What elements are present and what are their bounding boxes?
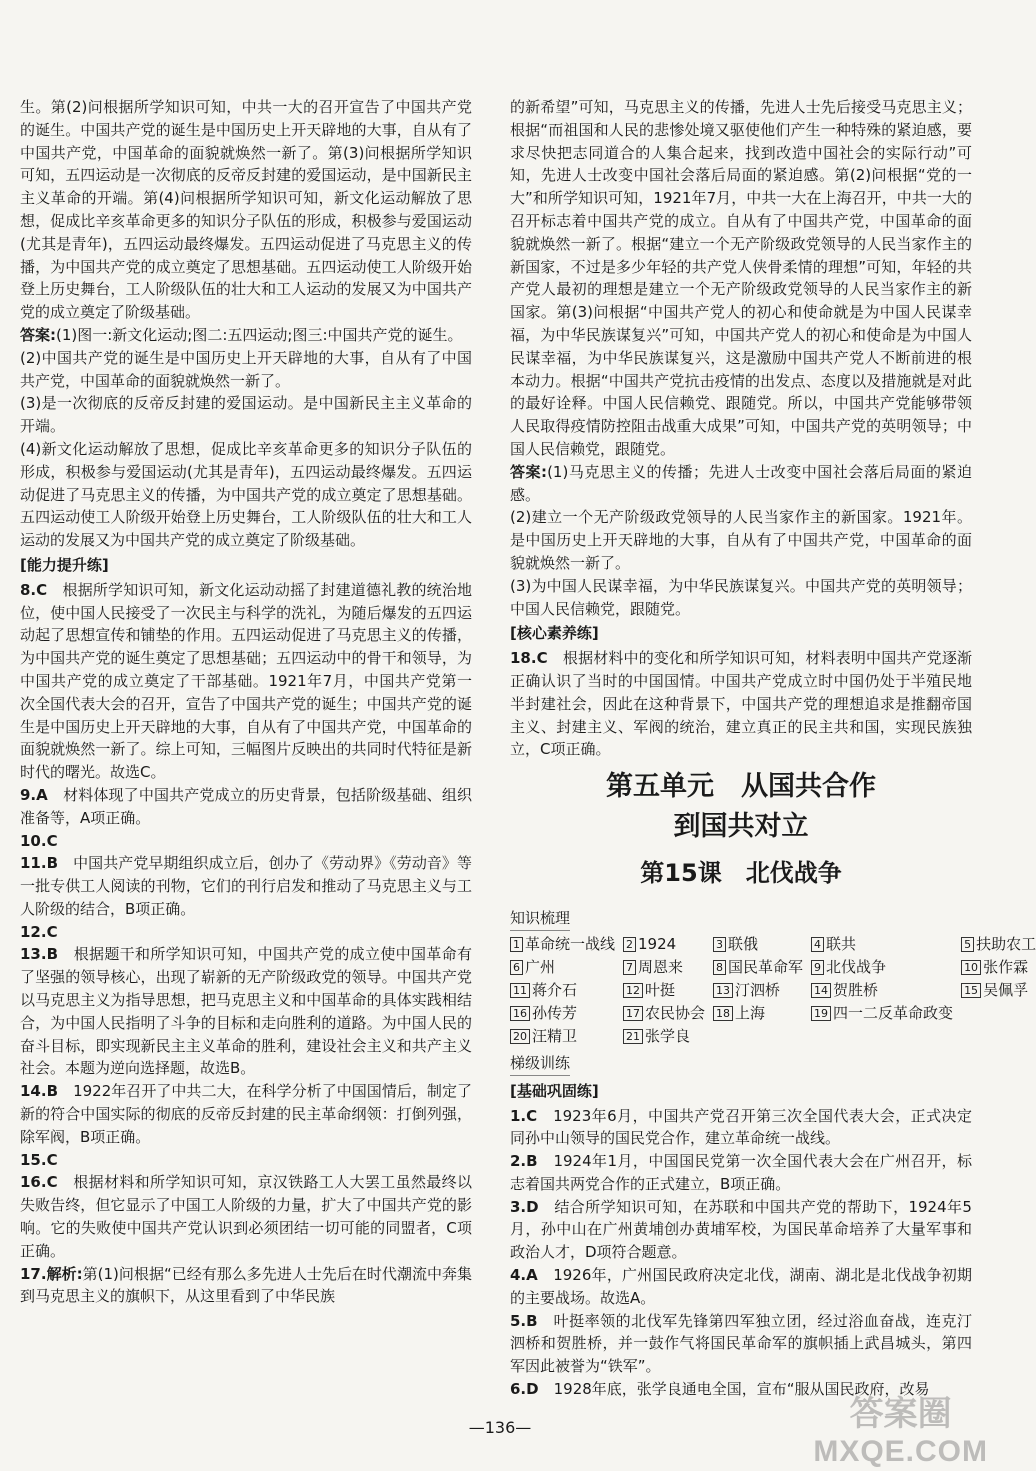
- knowledge-number: 3: [713, 937, 726, 952]
- answer-1: (1)图一:新文化运动;图二:五四运动;图三:中国共产党的诞生。: [56, 325, 463, 344]
- knowledge-item: [510, 933, 615, 956]
- question-number: 6.D: [510, 1380, 539, 1399]
- question-text: 根据材料中的变化和所学知识可知，材料表明中国共产党逐渐正确认识了当时的中国国情。中国共产党成立时中国仍处于半殖民地半封建社会，因此在这种背景下，中国共产党的理想追求是推翻帝国主义、封建主义、军阀的统治，建立真正的民主共和国，实现民族独立，C项正确。: [510, 649, 972, 759]
- question-number: 4.A: [510, 1266, 538, 1285]
- knowledge-item: [811, 1002, 953, 1025]
- answer-1: (1)马克思主义的传播；先进人士改变中国社会落后局面的紧迫感。: [510, 462, 972, 504]
- knowledge-number: 7: [623, 960, 636, 975]
- knowledge-item: [713, 979, 803, 1002]
- question-text: 叶挺率领的北伐军先锋第四军独立团，经过浴血奋战，连克汀泗桥和贺胜桥，并一鼓作气将国民革命军的旗帜插上武昌城头，第四军因此被誉为“铁军”。: [510, 1311, 972, 1376]
- knowledge-answer: 吴佩孚: [983, 980, 1029, 999]
- answer-explanation-paragraph: 生。第(2)问根据所学知识可知，中共一大的召开宣告了中国共产党的诞生。中国共产党的诞生是中国历史上开天辟地的大事，自从有了中国共产党，中国革命的面貌就焕然一新了。第(3)问根据所学知识可知，五四运动是一次彻底的反帝反封建的爱国运动，是中国新民主主义革命的开端。第(4)问根据所学知识可知，新文化运动解放了思想，促成比辛亥革命更多的知识分子队伍的形成，积极参与爱国运动(尤其是青年)，五四运动最终爆发。五四运动促进了马克思主义的传播，为中国共产党的成立奠定了思想基础。五四运动使工人阶级开始登上历史舞台，工人阶级队伍的壮大和工人运动的发展又为中国共产党的成立奠定了阶级基础。: [20, 98, 472, 322]
- knowledge-answer: 张作霖: [983, 957, 1029, 976]
- question-number: 11.B: [20, 854, 59, 873]
- knowledge-grid: [510, 933, 1036, 1048]
- knowledge-answer: 上海: [735, 1003, 766, 1022]
- knowledge-number: 16: [510, 1006, 530, 1021]
- knowledge-item: [961, 979, 1036, 1002]
- knowledge-item: [623, 1002, 705, 1025]
- question-10: [20, 830, 472, 853]
- question-text: 1924年1月，中国国民党第一次全国代表大会在广州召开，标志着国共两党合作的正式建立，B项正确。: [510, 1152, 972, 1193]
- question-9: [20, 784, 472, 830]
- knowledge-heading: 知识梳理: [510, 907, 570, 931]
- question-text: 根据所学知识可知，新文化运动动摇了封建道德礼教的统治地位，使中国人民接受了一次民主与科学的洗礼，为随后爆发的五四运动起了思想宣传和铺垫的作用。五四运动促进了马克思主义的传播，为中国共产党的诞生奠定了思想基础；五四运动中的骨干和领导，为中国共产党的成立奠定了干部基础。1921年7月，中国共产党第一次全国代表大会的召开，宣告了中国共产党的诞生；中国共产党的诞生是中国历史上开天辟地的大事，自从有了中国共产党，中国革命的面貌就焕然一新了。综上可知，三幅图片反映出的共同时代特征是新时代的曙光。故选C。: [20, 580, 472, 782]
- knowledge-number: 21: [623, 1029, 643, 1044]
- basic-question-4: [510, 1264, 972, 1310]
- question-number: 18.C: [510, 649, 548, 668]
- analysis-label: 解析:: [46, 1264, 83, 1283]
- knowledge-answer: 叶挺: [645, 980, 676, 999]
- knowledge-number: 1: [510, 937, 523, 952]
- page-number: —136—: [468, 1418, 532, 1437]
- knowledge-item: [713, 933, 803, 956]
- question-number: 14.B: [20, 1082, 59, 1101]
- knowledge-number: 17: [623, 1006, 643, 1021]
- question-text: 根据材料和所学知识可知，京汉铁路工人大罢工虽然最终以失败告终，但它显示了中国工人阶级的力量，扩大了中国共产党的影响。它的失败使中国共产党认识到必须团结一切可能的同盟者，C项正确。: [20, 1173, 472, 1260]
- knowledge-answer: 蒋介石: [532, 980, 578, 999]
- knowledge-answer: 张学良: [645, 1026, 691, 1045]
- question-16: [20, 1171, 472, 1262]
- answer-label: 答案:: [510, 462, 548, 481]
- knowledge-answer: 联俄: [728, 934, 759, 953]
- knowledge-answer: 四一二反革命政变: [833, 1003, 954, 1022]
- question-17: [20, 1263, 472, 1309]
- knowledge-item: [713, 1002, 803, 1025]
- answer-3: (3)为中国人民谋幸福，为中华民族谋复兴。中国共产党的英明领导；中国人民信赖党，跟随党。: [510, 576, 972, 618]
- question-12: [20, 921, 472, 944]
- knowledge-answer: 扶助农工: [976, 934, 1036, 953]
- question-18: [510, 647, 972, 761]
- answer-block: [20, 324, 472, 347]
- question-15: [20, 1149, 472, 1172]
- knowledge-item: [623, 979, 705, 1002]
- question-number: 12.C: [20, 922, 58, 941]
- analysis-continued: 的新希望”可知，马克思主义的传播，先进人士先后接受马克思主义；根据“而祖国和人民的悲惨处境又驱使他们产生一种特殊的紧迫感，要求尽快把志同道合的人集合起来，找到改造中国社会的实际行动”可知，先进人士改变中国社会落后局面的紧迫感。第(2)问根据“党的一大”和所学知识可知，1921年7月，中共一大在上海召开，中共一大的召开标志着中国共产党的成立。自从有了中国共产党，中国革命的面貌就焕然一新了。根据“建立一个无产阶级政党领导的人民当家作主的新国家，不过是多少年轻的共产党人侠骨柔情的理想”可知，年轻的共产党人最初的理想是建立一个无产阶级政党领导的人民当家作主的新国家。第(3)问根据“中国共产党人的初心和使命就是为中国人民谋幸福，为中华民族谋复兴”可知，中国共产党人的初心和使命是为中国人民谋幸福，为中华民族谋复兴，这是激励中国共产党人不断前进的根本动力。根据“中国共产党抗击疫情的出发点、态度以及措施就是对此的最好诠释。中国人民信赖党、跟随党。所以，中国共产党能够带领人民取得疫情防控阻击战重大成果”可知，中国共产党的英明领导；中国人民信赖党，跟随党。: [510, 98, 972, 458]
- knowledge-item: [510, 979, 615, 1002]
- knowledge-number: 12: [623, 983, 643, 998]
- question-number: 8.C: [20, 580, 48, 599]
- left-column: [20, 96, 472, 1308]
- knowledge-item: [713, 956, 803, 979]
- knowledge-number: 2: [623, 937, 636, 952]
- knowledge-number: 20: [510, 1029, 530, 1044]
- knowledge-answer: 广州: [525, 957, 556, 976]
- question-text: 结合所学知识可知，在苏联和中国共产党的帮助下，1924年5月，孙中山在广州黄埔创办黄埔军校，为国民革命培养了大量军事和政治人才，D项符合题意。: [510, 1197, 972, 1262]
- knowledge-item: [961, 956, 1036, 979]
- watermark-text: 答案圈: [849, 1395, 952, 1433]
- question-text: 1922年召开了中共二大，在科学分析了中国国情后，制定了新的符合中国实际的彻底的反帝反封建的民主革命纲领：打倒列强，除军阀，B项正确。: [20, 1082, 472, 1146]
- knowledge-item: [961, 1002, 1036, 1025]
- knowledge-answer: 贺胜桥: [833, 980, 879, 999]
- answer-4: (4)新文化运动解放了思想，促成比辛亥革命更多的知识分子队伍的形成，积极参与爱国运动(尤其是青年)，五四运动最终爆发。五四运动促进了马克思主义的传播，为中国共产党的成立奠定了思想基础。五四运动使工人阶级开始登上历史舞台，工人阶级队伍的壮大和工人运动的发展又为中国共产党的成立奠定了阶级基础。: [20, 439, 472, 550]
- knowledge-item: [510, 956, 615, 979]
- question-number: 17.: [20, 1264, 47, 1283]
- knowledge-item: [811, 979, 953, 1002]
- knowledge-answer: 汪精卫: [532, 1026, 578, 1045]
- question-number: 15.C: [20, 1150, 58, 1169]
- knowledge-answer: 革命统一战线: [525, 934, 616, 953]
- knowledge-number: 8: [713, 960, 726, 975]
- basic-question-3: [510, 1196, 972, 1264]
- question-text: 第(1)问根据“已经有那么多先进人士先后在时代潮流中奔集到马克思主义的旗帜下，从这里看到了中华民族: [20, 1264, 472, 1306]
- answer-2: (2)中国共产党的诞生是中国历史上开天辟地的大事，自从有了中国共产党，中国革命的面貌就焕然一新了。: [20, 348, 472, 390]
- knowledge-item: [510, 1025, 615, 1048]
- question-13: [20, 943, 472, 1080]
- question-text: 材料体现了中国共产党成立的历史背景，包括阶级基础、组织准备等，A项正确。: [20, 785, 472, 827]
- knowledge-answer: 北伐战争: [826, 957, 887, 976]
- knowledge-number: 5: [961, 937, 974, 952]
- knowledge-item: [510, 1002, 615, 1025]
- answer-block: [510, 461, 972, 507]
- knowledge-answer: 1924: [638, 934, 677, 953]
- watermark-logo: [813, 1395, 988, 1471]
- knowledge-number: 9: [811, 960, 824, 975]
- knowledge-number: 6: [510, 960, 523, 975]
- knowledge-item: [623, 956, 705, 979]
- unit-title-line-2: 到国共对立: [673, 811, 809, 843]
- basic-question-2: [510, 1150, 972, 1196]
- question-11: [20, 852, 472, 920]
- question-text: 中国共产党早期组织成立后，创办了《劳动界》《劳动音》等一批专供工人阅读的刊物，它们的刊行启发和推动了马克思主义与工人阶级的结合，B项正确。: [20, 854, 472, 918]
- right-column: [510, 96, 1036, 1401]
- question-number: 1.C: [510, 1106, 538, 1125]
- section-heading-ability: [能力提升练]: [20, 555, 109, 574]
- knowledge-number: 14: [811, 983, 831, 998]
- answer-label: 答案:: [20, 325, 56, 344]
- knowledge-item: [811, 956, 953, 979]
- knowledge-answer: 国民革命军: [728, 957, 804, 976]
- question-text: 根据题干和所学知识可知，中国共产党的成立使中国革命有了坚强的领导核心，出现了崭新的无产阶级政党的领导。中国共产党以马克思主义为指导思想，把马克思主义和中国革命的具体实践相结合，为中国人民指明了斗争的目标和走向胜利的道路。为中国人民的奋斗目标，即实现新民主主义革命的胜利，建设社会主义和共产主义社会。本题为逆向选择题，故选B。: [20, 945, 472, 1078]
- basic-question-5: [510, 1310, 972, 1378]
- knowledge-number: 10: [961, 960, 981, 975]
- basic-question-1: [510, 1105, 972, 1151]
- question-number: 2.B: [510, 1152, 538, 1171]
- lesson-title: 第15课 北伐战争: [640, 859, 842, 888]
- question-8: [20, 579, 472, 784]
- question-text: 1928年底，张学良通电全国，宣布“服从国民政府，改易: [553, 1380, 930, 1399]
- question-number: 16.C: [20, 1173, 58, 1192]
- watermark-url: MXQE.COM: [813, 1435, 988, 1468]
- knowledge-number: 4: [811, 937, 824, 952]
- unit-title-line-1: 第五单元 从国共合作: [606, 771, 876, 803]
- answer-3: (3)是一次彻底的反帝反封建的爱国运动。是中国新民主主义革命的开端。: [20, 394, 472, 436]
- knowledge-item: [811, 933, 953, 956]
- unit-title: [510, 767, 972, 847]
- question-number: 3.D: [510, 1197, 539, 1216]
- question-number: 9.A: [20, 785, 48, 804]
- question-text: 1923年6月，中国共产党召开第三次全国代表大会，正式决定同孙中山领导的国民党合作，建立革命统一战线。: [510, 1106, 972, 1148]
- knowledge-answer: 孙传芳: [532, 1003, 578, 1022]
- knowledge-item: [623, 933, 705, 956]
- question-14: [20, 1080, 472, 1148]
- question-text: 1926年，广州国民政府决定北伐，湖南、湖北是北伐战争初期的主要战场。故选A。: [510, 1266, 972, 1307]
- knowledge-number: 18: [713, 1006, 733, 1021]
- question-number: 5.B: [510, 1311, 538, 1330]
- knowledge-answer: 联共: [826, 934, 857, 953]
- section-heading-core: [核心素养练]: [510, 624, 599, 643]
- section-heading-basic: [基础巩固练]: [510, 1081, 599, 1100]
- question-number: 10.C: [20, 831, 58, 850]
- knowledge-item: [623, 1025, 705, 1048]
- knowledge-answer: 汀泗桥: [735, 980, 781, 999]
- knowledge-answer: 农民协会: [645, 1003, 706, 1022]
- knowledge-item: [961, 933, 1036, 956]
- knowledge-number: 15: [961, 983, 981, 998]
- answer-2: (2)建立一个无产阶级政党领导的人民当家作主的新国家。1921年。是中国历史上开天辟地的大事，自从有了中国共产党，中国革命的面貌就焕然一新了。: [510, 508, 972, 572]
- question-number: 13.B: [20, 945, 59, 964]
- knowledge-answer: 周恩来: [638, 957, 684, 976]
- knowledge-number: 13: [713, 983, 733, 998]
- knowledge-number: 19: [811, 1006, 831, 1021]
- training-heading: 梯级训练: [510, 1052, 570, 1076]
- knowledge-number: 11: [510, 983, 530, 998]
